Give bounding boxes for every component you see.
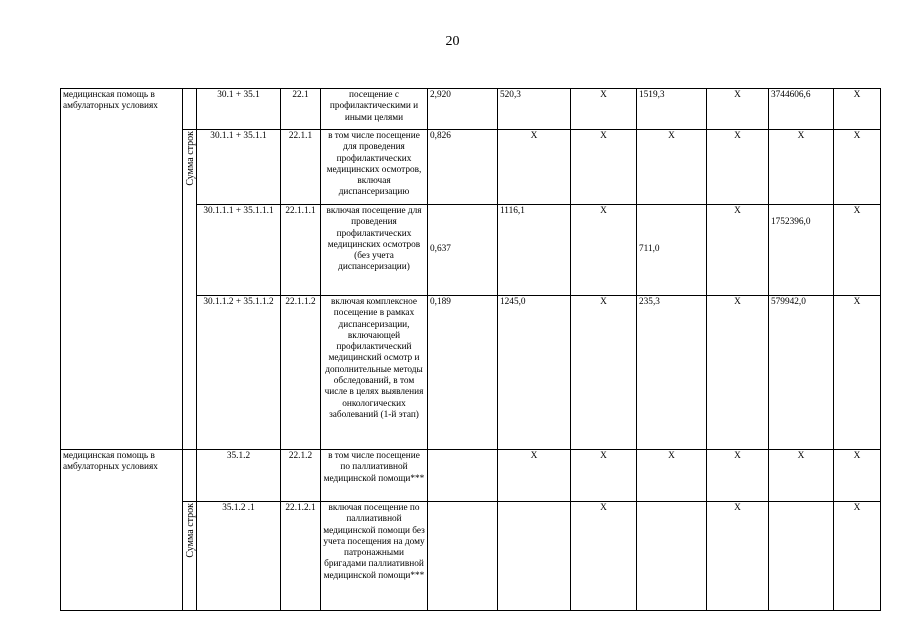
table-row xyxy=(61,89,881,130)
value-cell: Х xyxy=(769,450,834,502)
row-number: 35.1.2 .1 xyxy=(197,502,281,611)
visit-type: включая комплексное посещение в рамках диспансеризации, включающей профилактический медицинский осмотр и дополнительные методы обследований, в том числе в целях выявления онкологических заболеваний (1-й этап) xyxy=(321,296,428,450)
row-number: 35.1.2 xyxy=(197,450,281,502)
value-cell: Х xyxy=(637,130,707,205)
value-cell xyxy=(428,450,498,502)
group-label-cell xyxy=(183,130,197,450)
value-cell: Х xyxy=(834,89,881,130)
row-number: 30.1.1 + 35.1.1 xyxy=(197,130,281,205)
value-cell: Х xyxy=(571,130,637,205)
value-cell: Х xyxy=(571,205,637,296)
value-cell: 235,3 xyxy=(637,296,707,450)
group-label-cell xyxy=(183,502,197,611)
value-cell: Х xyxy=(498,450,571,502)
visit-type: включая посещение по паллиативной медицинской помощи без учета посещения на дому патронажными бригадами паллиативной медицинской помощи*** xyxy=(321,502,428,611)
value-cell: Х xyxy=(707,450,769,502)
row-number: 30.1.1.2 + 35.1.1.2 xyxy=(197,296,281,450)
line-code: 22.1.1 xyxy=(281,130,321,205)
value-cell: 0,826 xyxy=(428,130,498,205)
value-cell: Х xyxy=(707,296,769,450)
value-cell: 3744606,6 xyxy=(769,89,834,130)
value-cell: Х xyxy=(834,296,881,450)
visit-type: в том числе посещение для проведения профилактических медицинских осмотров, включая диспансеризацию xyxy=(321,130,428,205)
visit-type: в том числе посещение по паллиативной медицинской помощи*** xyxy=(321,450,428,502)
value-cell: 1519,3 xyxy=(637,89,707,130)
service-description: медицинская помощь в амбулаторных условиях xyxy=(61,450,183,611)
value-cell: Х xyxy=(571,296,637,450)
line-code: 22.1.1.1 xyxy=(281,205,321,296)
value-cell: Х xyxy=(834,130,881,205)
value-cell: Х xyxy=(834,450,881,502)
value-cell: Х xyxy=(834,205,881,296)
table-row xyxy=(61,450,881,502)
line-code: 22.1.1.2 xyxy=(281,296,321,450)
value-cell: Х xyxy=(834,502,881,611)
row-number: 30.1 + 35.1 xyxy=(197,89,281,130)
visit-type: включая посещение для проведения профилактических медицинских осмотров (без учета диспансеризации) xyxy=(321,205,428,296)
line-code: 22.1.2 xyxy=(281,450,321,502)
value-cell: Х xyxy=(707,502,769,611)
value-cell: Х xyxy=(769,130,834,205)
value-cell: Х xyxy=(707,130,769,205)
row-number: 30.1.1.1 + 35.1.1.1 xyxy=(197,205,281,296)
value-cell: 1752396,0 xyxy=(769,205,834,296)
value-cell xyxy=(428,502,498,611)
value-cell: 2,920 xyxy=(428,89,498,130)
group-label: Сумма строк xyxy=(185,131,196,186)
value-cell: 711,0 xyxy=(637,205,707,296)
value-cell: 0,637 xyxy=(428,205,498,296)
value-cell: Х xyxy=(571,502,637,611)
table-row xyxy=(61,502,881,611)
value-cell xyxy=(769,502,834,611)
value-cell xyxy=(637,502,707,611)
value-cell: 1245,0 xyxy=(498,296,571,450)
service-description: медицинская помощь в амбулаторных условиях xyxy=(61,89,183,450)
value-cell: 1116,1 xyxy=(498,205,571,296)
financing-table xyxy=(60,88,881,611)
value-cell: 0,189 xyxy=(428,296,498,450)
value-cell: Х xyxy=(707,205,769,296)
value-cell: 579942,0 xyxy=(769,296,834,450)
line-code: 22.1.2.1 xyxy=(281,502,321,611)
page-number: 20 xyxy=(445,34,460,49)
value-cell: Х xyxy=(498,130,571,205)
line-code: 22.1 xyxy=(281,89,321,130)
value-cell: Х xyxy=(637,450,707,502)
value-cell: 520,3 xyxy=(498,89,571,130)
value-cell: Х xyxy=(571,450,637,502)
table-row xyxy=(61,130,881,205)
value-cell: Х xyxy=(571,89,637,130)
value-cell xyxy=(498,502,571,611)
value-cell: Х xyxy=(707,89,769,130)
visit-type: посещение с профилактическими и иными целями xyxy=(321,89,428,130)
group-label: Сумма строк xyxy=(185,503,196,558)
